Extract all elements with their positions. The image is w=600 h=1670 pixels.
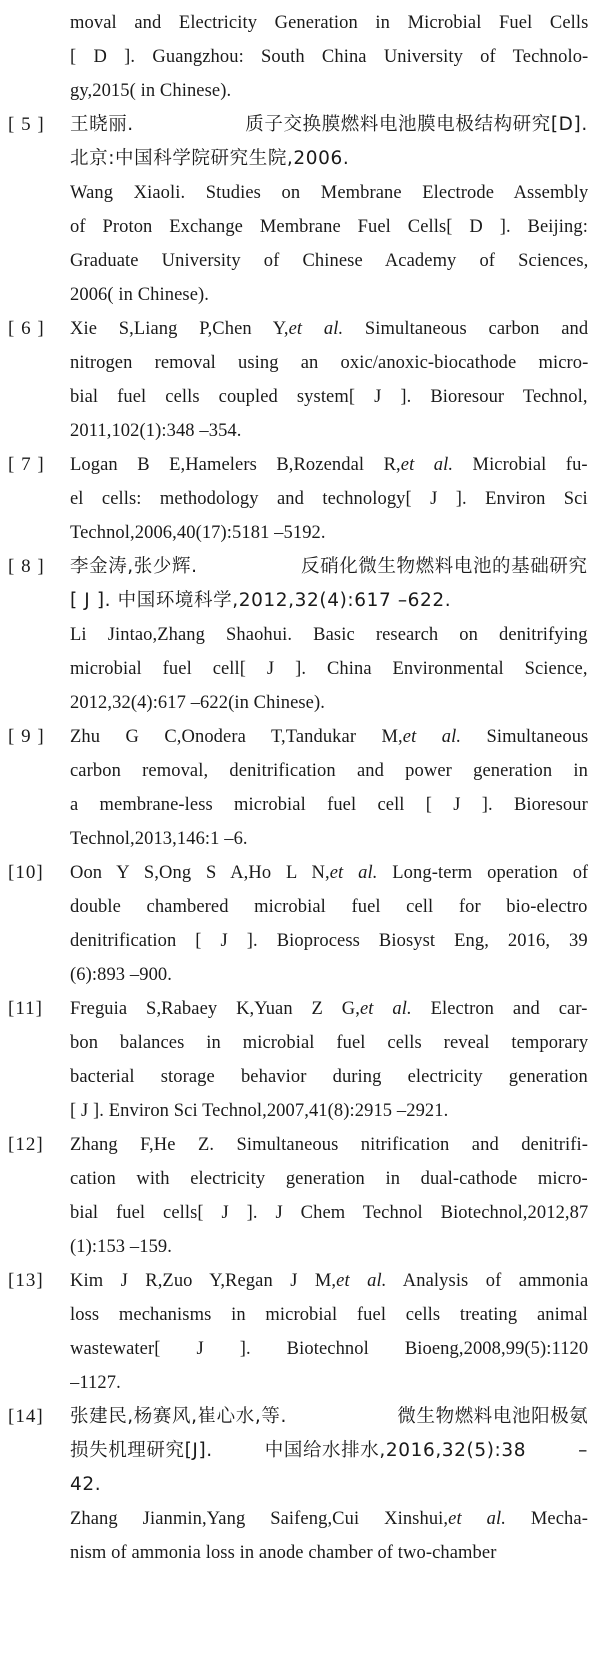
text-line: double chambered microbial fuel cell for bio-electro <box>70 897 588 917</box>
text-line: bon balances in microbial fuel cells reveal temporary <box>70 1033 588 1053</box>
text-line: of Proton Exchange Membrane Fuel Cells[ D ]. Beijing: <box>70 217 588 237</box>
reference-number: [ 7 ] <box>8 454 45 475</box>
reference-number: [12] <box>8 1134 44 1155</box>
text-line: bial fuel cells coupled system[ J ]. Bioresour Technol, <box>70 387 588 407</box>
reference-number: [ 5 ] <box>8 114 45 135</box>
reference-item <box>0 448 600 550</box>
reference-item <box>0 1400 600 1570</box>
text-line: 42. <box>70 1474 102 1495</box>
text-line: bial fuel cells[ J ]. J Chem Technol Biotechnol,2012,87 <box>70 1203 588 1223</box>
reference-item <box>0 108 600 312</box>
reference-text-chinese <box>70 1400 588 1502</box>
text-line: moval and Electricity Generation in Microbial Fuel Cells <box>70 13 588 33</box>
text-line: microbial fuel cell[ J ]. China Environmental Science, <box>70 659 588 679</box>
reference-body <box>70 856 588 992</box>
text-line: Kim J R,Zuo Y,Regan J M,et al. Analysis of ammonia <box>70 1271 588 1291</box>
reference-body <box>70 720 588 856</box>
reference-text-chinese <box>70 550 588 618</box>
reference-item <box>0 992 600 1128</box>
text-line: Zhang Jianmin,Yang Saifeng,Cui Xinshui,et al. Mecha- <box>70 1509 588 1529</box>
reference-text-english <box>70 618 588 720</box>
text-line: Wang Xiaoli. Studies on Membrane Electrode Assembly <box>70 183 588 203</box>
reference-body <box>70 108 588 312</box>
text-line: a membrane-less microbial fuel cell [ J ]. Bioresour <box>70 795 588 815</box>
text-line: [ J ]. 中国环境科学,2012,32(4):617 –622. <box>70 590 452 611</box>
reference-text-english <box>70 1502 588 1570</box>
text-line: [ D ]. Guangzhou: South China University of Technolo- <box>70 47 588 67</box>
text-line: wastewater[ J ]. Biotechnol Bioeng,2008,99(5):1120 <box>70 1339 588 1359</box>
text-line: nism of ammonia loss in anode chamber of two-chamber <box>70 1543 497 1563</box>
et-al-italic: et al. <box>360 999 412 1019</box>
text-line: Zhu G C,Onodera T,Tandukar M,et al. Simultaneous <box>70 727 588 747</box>
text-line: el cells: methodology and technology[ J ]. Environ Sci <box>70 489 588 509</box>
text-line: (6):893 –900. <box>70 965 173 985</box>
text-line: 王晓丽. 质子交换膜燃料电池膜电极结构研究[D]. <box>70 114 588 135</box>
text-line: Li Jintao,Zhang Shaohui. Basic research on denitrifying <box>70 625 588 645</box>
et-al-italic: et al. <box>400 455 454 475</box>
reference-body <box>70 550 588 720</box>
reference-text-english <box>70 856 588 992</box>
reference-text-english <box>70 720 588 856</box>
reference-number: [13] <box>8 1270 44 1291</box>
reference-text-chinese <box>70 108 588 176</box>
reference-number: [10] <box>8 862 44 883</box>
reference-text-english <box>70 312 588 448</box>
reference-item <box>0 550 600 720</box>
text-line: 2006( in Chinese). <box>70 285 209 305</box>
et-al-italic: et al. <box>402 727 462 747</box>
text-line: Zhang F,He Z. Simultaneous nitrification and denitrifi- <box>70 1135 588 1155</box>
reference-number: [ 8 ] <box>8 556 45 577</box>
reference-list <box>0 108 600 1570</box>
text-line: nitrogen removal using an oxic/anoxic-biocathode micro- <box>70 353 588 373</box>
text-line: Freguia S,Rabaey K,Yuan Z G,et al. Electron and car- <box>70 999 588 1019</box>
reference-number: [ 9 ] <box>8 726 45 747</box>
reference-item <box>0 1264 600 1400</box>
text-line: Technol,2006,40(17):5181 –5192. <box>70 523 326 543</box>
reference-item <box>0 720 600 856</box>
text-line: 张建民,杨赛风,崔心水,等. 微生物燃料电池阳极氨 <box>70 1406 588 1427</box>
text-line: 2011,102(1):348 –354. <box>70 421 242 441</box>
text-line: Technol,2013,146:1 –6. <box>70 829 248 849</box>
reference-body <box>70 312 588 448</box>
reference-text-english <box>70 448 588 550</box>
text-line: loss mechanisms in microbial fuel cells treating animal <box>70 1305 588 1325</box>
reference-body <box>70 1400 588 1570</box>
reference-number: [11] <box>8 998 43 1019</box>
text-line: denitrification [ J ]. Bioprocess Biosyst Eng, 2016, 39 <box>70 931 588 951</box>
reference-text-english <box>70 992 588 1128</box>
text-line: [ J ]. Environ Sci Technol,2007,41(8):2915 –2921. <box>70 1101 449 1121</box>
reference-body <box>70 1128 588 1264</box>
reference-item <box>0 1128 600 1264</box>
reference-number: [ 6 ] <box>8 318 45 339</box>
reference-number: [14] <box>8 1406 44 1427</box>
reference-continuation <box>70 0 588 108</box>
text-line: Logan B E,Hamelers B,Rozendal R,et al. Microbial fu- <box>70 455 588 475</box>
text-line: 李金涛,张少辉. 反硝化微生物燃料电池的基础研究 <box>70 556 588 577</box>
reference-body <box>70 1264 588 1400</box>
reference-body <box>70 448 588 550</box>
text-line: 北京:中国科学院研究生院,2006. <box>70 148 350 169</box>
reference-item <box>0 312 600 448</box>
text-line: 损失机理研究[J]. 中国给水排水,2016,32(5):38 – <box>70 1440 588 1461</box>
text-line: carbon removal, denitrification and power generation in <box>70 761 588 781</box>
reference-item <box>0 856 600 992</box>
text-line: (1):153 –159. <box>70 1237 173 1257</box>
et-al-italic: et al. <box>448 1509 506 1529</box>
text-line: bacterial storage behavior during electricity generation <box>70 1067 588 1087</box>
reference-text-english <box>70 1264 588 1400</box>
et-al-italic: et al. <box>288 319 344 339</box>
text-line: Graduate University of Chinese Academy of Sciences, <box>70 251 588 271</box>
et-al-italic: et al. <box>329 863 378 883</box>
et-al-italic: et al. <box>336 1271 387 1291</box>
reference-body <box>70 992 588 1128</box>
text-line: cation with electricity generation in dual-cathode micro- <box>70 1169 588 1189</box>
text-line: –1127. <box>70 1373 121 1393</box>
text-line: Oon Y S,Ong S A,Ho L N,et al. Long-term operation of <box>70 863 588 883</box>
text-line: Xie S,Liang P,Chen Y,et al. Simultaneous carbon and <box>70 319 588 339</box>
reference-text-english <box>70 1128 588 1264</box>
reference-text-english <box>70 176 588 312</box>
text-line: 2012,32(4):617 –622(in Chinese). <box>70 693 325 713</box>
text-line: gy,2015( in Chinese). <box>70 81 232 101</box>
reference-text <box>70 6 588 108</box>
